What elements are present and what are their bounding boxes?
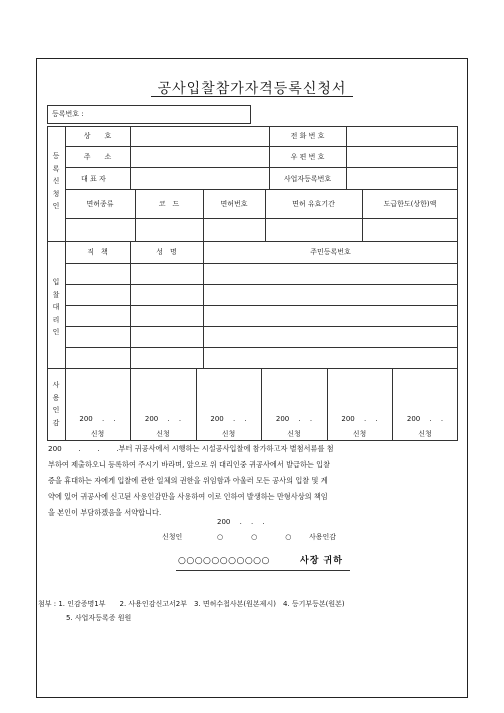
seal-date: 200 . .	[406, 415, 444, 423]
agent-row[interactable]	[66, 348, 457, 368]
seal-apply-label: 신청	[418, 430, 432, 438]
name-header: 성 명	[156, 248, 177, 256]
seal-apply-label: 신청	[221, 430, 236, 438]
seal-apply-label: 신청	[90, 430, 105, 438]
postal-code-label: 우 편 번 호	[290, 153, 325, 161]
license-type-header: 면허종류	[86, 200, 114, 208]
agent-row[interactable]	[66, 285, 457, 305]
recipient-name: ○○○○○○○○○○○	[178, 556, 270, 566]
company-name-field[interactable]	[131, 127, 268, 146]
license-row[interactable]	[66, 219, 457, 241]
applicant-sign-label: 신청인	[162, 533, 183, 541]
seal-date: 200 . .	[275, 415, 313, 423]
agent-side-label: 입 찰 대 리 인	[52, 278, 60, 336]
license-number-header: 면허번호	[220, 200, 248, 208]
phone-label: 전 화 번 호	[290, 132, 325, 140]
postal-code-field[interactable]	[347, 147, 457, 167]
seal-date: 200 . .	[79, 415, 116, 423]
position-header: 직 책	[87, 248, 108, 256]
license-code-header: 코 드	[158, 200, 180, 208]
form-title: 공사입찰참가자격등록신청서	[157, 81, 347, 97]
title-underline	[151, 96, 353, 97]
agent-row[interactable]	[66, 327, 457, 347]
attachments-line-2: 5. 사업자등록증 원원	[66, 614, 132, 622]
seal-date: 200 . .	[210, 415, 247, 423]
recipient-suffix: 사장 귀하	[300, 556, 343, 566]
seal-side-label: 사 용 인 감	[52, 381, 60, 427]
seal-date: 200 . .	[341, 415, 378, 423]
license-validity-header: 면허 유효기간	[292, 200, 335, 208]
business-number-label: 사업자등록번호	[283, 175, 332, 183]
statement-date: 200 . . .	[217, 518, 265, 526]
agent-row[interactable]	[66, 264, 457, 284]
recipient-underline	[176, 570, 350, 571]
ceo-label: 대 표 자	[81, 175, 106, 183]
business-number-field[interactable]	[347, 168, 457, 189]
seal-date: 200 . .	[144, 415, 182, 423]
seal-apply-label: 신청	[352, 430, 367, 438]
address-field[interactable]	[131, 147, 268, 167]
registration-number-label: 등록번호 :	[52, 110, 84, 118]
seal-apply-label: 신청	[156, 430, 170, 438]
phone-field[interactable]	[347, 127, 457, 146]
agent-row[interactable]	[66, 306, 457, 326]
resident-number-header: 주민등록번호	[310, 248, 351, 256]
address-label: 주 소	[83, 153, 112, 161]
attachments-line-1: 첨부 : 1. 인감증명1부 2. 사용인감신고서2부 3. 면허수첩사본(원본제시) 4. 등기부등본(원본)	[38, 600, 345, 608]
applicant-sign-circles: ○ ○ ○	[217, 533, 292, 541]
applicant-side-label: 등 록 신 청 인	[52, 152, 60, 210]
ceo-field[interactable]	[131, 168, 268, 189]
company-name-label: 상 호	[83, 132, 112, 140]
seal-sign-label: 사용인감	[309, 533, 337, 541]
pledge-statement: 200 . . .부터 귀공사에서 시행하는 시설공사입찰에 참가하고자 별첨서류를 첨 부하여 제출하오니 등록하여 주시기 바라며, 앞으로 위 대리인중 귀공사에서 발급하는 입찰 증을 휴대하는 자에게 입찰에 관한 일체의 권한을 위임함과 아울러 모든 공사의 입찰 및 계 약에 있어 귀공사에 신고된 사용인감만을 사용하여 이로 인하여 발생하는 만형사상의 책임 을 본인이 부담하겠음을 서약합니다.	[48, 444, 334, 517]
contract-limit-header: 도급한도(상한)액	[383, 200, 437, 208]
seal-apply-label: 신청	[287, 430, 301, 438]
